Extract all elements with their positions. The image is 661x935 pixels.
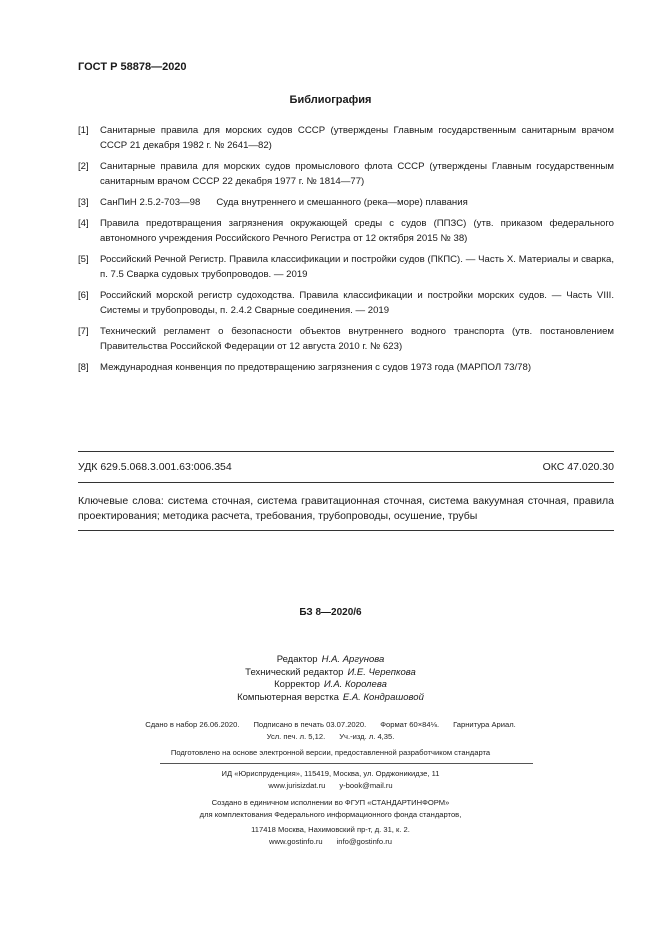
bibliography-item — [78, 360, 614, 375]
bibliography-item — [78, 195, 614, 210]
bibliography-item-number: [2] — [78, 161, 89, 172]
staff-row — [0, 692, 661, 705]
publisher-info — [0, 768, 661, 792]
print-info-item: Уч.-изд. л. 4,35. — [339, 732, 395, 741]
staff-row — [0, 667, 661, 680]
bibliography-item — [78, 252, 614, 282]
bibliography-title: Библиография — [289, 94, 372, 106]
bibliography-item-number: [4] — [78, 218, 89, 229]
print-info-item: Формат 60×84⅛. — [380, 720, 440, 729]
document-code: ГОСТ Р 58878—2020 — [78, 61, 187, 73]
staff-role: Редактор — [276, 654, 318, 665]
bibliography-item — [78, 288, 614, 318]
print-info-line — [0, 719, 661, 731]
staff-name: Н.А. Аргунова — [321, 654, 385, 665]
print-info — [0, 719, 661, 743]
creator-info — [0, 797, 661, 821]
staff-name: И.А. Королева — [323, 679, 387, 690]
bibliography-item — [78, 123, 614, 153]
bibliography-item-number: [5] — [78, 254, 89, 265]
staff-role: Технический редактор — [245, 666, 344, 678]
creator-website[interactable]: www.gostinfo.ru — [268, 837, 323, 846]
classification-row — [78, 461, 614, 473]
oks-code: ОКС 47.020.30 — [542, 461, 614, 473]
bibliography-item-number: [3] — [78, 197, 89, 208]
keywords: Ключевые слова: система сточная, система гравитационная сточная, система вакуумная сточная, правила проектирования; методика расчета, требования, трубопроводы, осушение, трубы — [78, 495, 614, 522]
staff-role: Корректор — [274, 679, 320, 690]
creator-email[interactable]: info@gostinfo.ru — [336, 837, 393, 846]
bibliography-item-text: Санитарные правила для морских судов промыслового флота СССР (утверждены Главным государственным санитарным врачом СССР 22 декабря 1977 г. № 1814—77) — [100, 161, 614, 187]
bibliography-item-number: [1] — [78, 125, 89, 136]
bz-number: БЗ 8—2020/6 — [299, 607, 362, 618]
staff-row — [0, 654, 661, 667]
udk-code: УДК 629.5.068.3.001.63:006.354 — [78, 461, 232, 473]
bibliography-item-text: Российский морской регистр судоходства. Правила классификации и постройки морских судов. — Часть VIII. Системы и трубопроводы, п. 2.4.2 Сварные соединения. — 2019 — [100, 290, 614, 316]
creator-web-row — [0, 836, 661, 848]
divider-middle — [78, 482, 614, 483]
bibliography-item-text: СанПиН 2.5.2-703—98 Суда внутреннего и смешанного (река—море) плавания — [100, 197, 468, 208]
bibliography-item — [78, 324, 614, 354]
bibliography-item — [78, 159, 614, 189]
divider-top — [78, 451, 614, 452]
staff-name: Е.А. Кондрашовой — [342, 691, 424, 703]
staff-row — [0, 679, 661, 692]
staff-credits — [0, 654, 661, 704]
publisher-web-row — [0, 780, 661, 792]
divider-bottom — [78, 530, 614, 531]
bibliography-item-text: Технический регламент о безопасности объектов внутреннего водного транспорта (утв. постановлением Правительства Российской Федерации от 12 августа 2010 г. № 623) — [100, 326, 614, 352]
staff-name: И.Е. Черепкова — [347, 666, 416, 678]
bibliography-item-number: [7] — [78, 326, 89, 337]
print-info-item: Сдано в набор 26.06.2020. — [145, 720, 240, 729]
bibliography-list — [78, 123, 614, 375]
publisher-line: ИД «Юриспруденция», 115419, Москва, ул. Орджоникидзе, 11 — [221, 769, 440, 778]
creator-line: Создано в единичном исполнении во ФГУП «СТАНДАРТИНФОРМ» — [211, 798, 450, 807]
bibliography-item-text: Правила предотвращения загрязнения окружающей среды с судов (ППЗС) (утв. приказом федерального автономного учреждения Российского Речного Регистра от 12 октября 2015 № 38) — [100, 218, 614, 244]
staff-role: Компьютерная верстка — [237, 691, 339, 703]
print-info-item: Усл. печ. л. 5,12. — [266, 732, 326, 741]
bibliography-item-text: Санитарные правила для морских судов СССР (утверждены Главным государственным санитарным врачом СССР 21 декабря 1982 г. № 2641—82) — [100, 125, 614, 151]
bibliography-item-number: [8] — [78, 362, 89, 373]
print-info-line — [0, 731, 661, 743]
publisher-divider — [160, 763, 533, 764]
print-info-item: Гарнитура Ариал. — [453, 720, 516, 729]
bibliography-item-text: Российский Речной Регистр. Правила классификации и постройки судов (ПКПС). — Часть X. Материалы и сварка, п. 7.5 Сварка судовых трубопроводов. — 2019 — [100, 254, 614, 280]
publisher-email[interactable]: y-book@mail.ru — [339, 781, 393, 790]
creator-contacts — [0, 824, 661, 848]
bibliography-item-text: Международная конвенция по предотвращению загрязнения с судов 1973 года (МАРПОЛ 73/78) — [100, 362, 532, 373]
creator-address: 117418 Москва, Нахимовский пр-т, д. 31, к. 2. — [251, 825, 410, 834]
bibliography-item — [78, 216, 614, 246]
publisher-website[interactable]: www.jurisizdat.ru — [268, 781, 326, 790]
print-info-item: Подписано в печать 03.07.2020. — [253, 720, 367, 729]
bibliography-item-number: [6] — [78, 290, 89, 301]
basis-note: Подготовлено на основе электронной версии, предоставленной разработчиком стандарта — [170, 748, 491, 757]
creator-line: для комплектования Федерального информационного фонда стандартов, — [199, 810, 462, 819]
